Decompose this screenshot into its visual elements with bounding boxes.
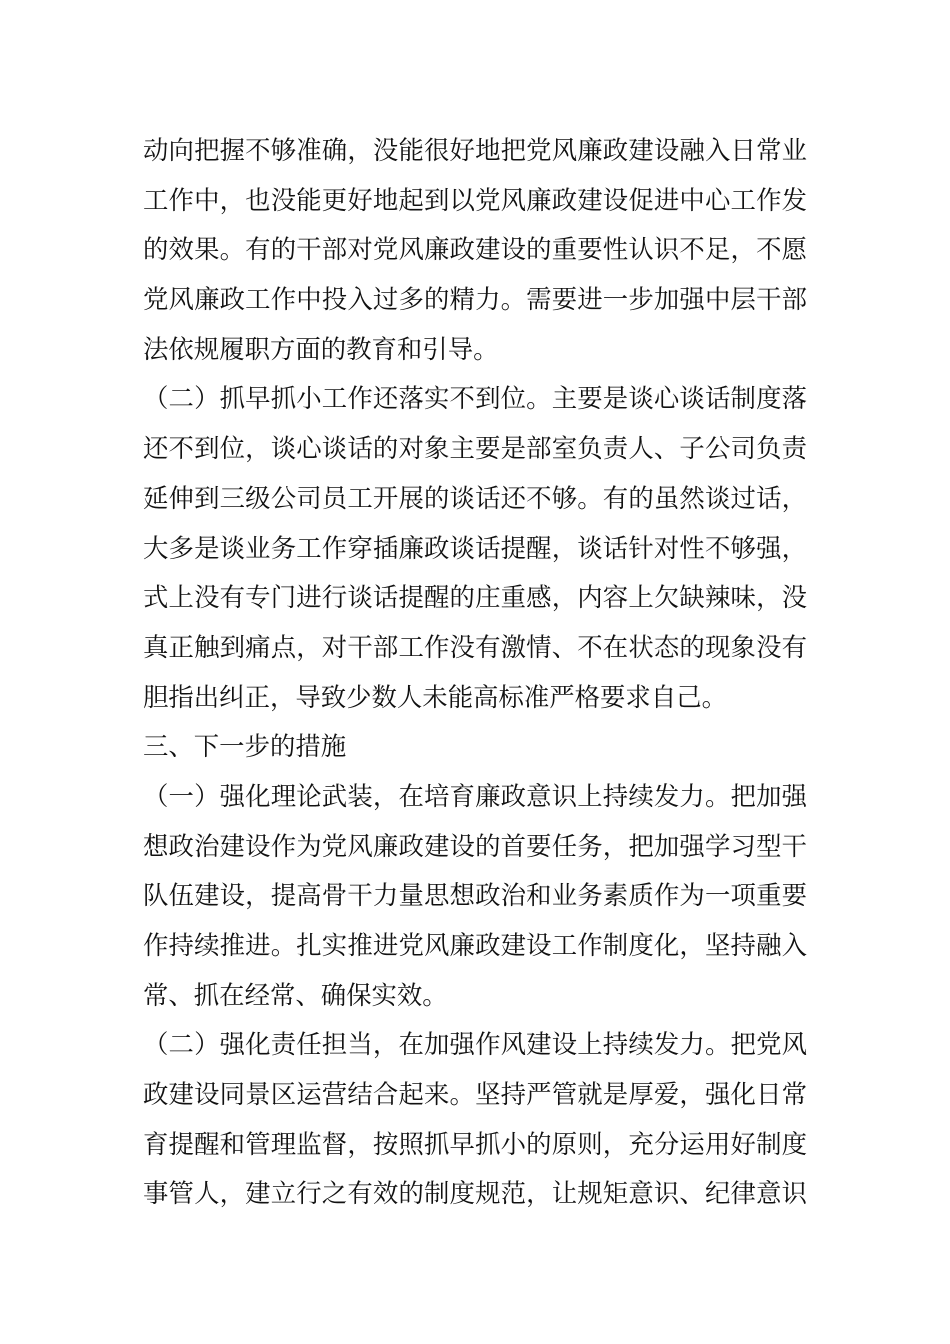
text-line: 政建设同景区运营结合起来。坚持严管就是厚爱，强化日常	[143, 1079, 807, 1110]
document-body	[143, 126, 807, 1219]
text-line: 作持续推进。扎实推进党风廉政建设工作制度化，坚持融入	[143, 930, 807, 960]
text-line: 大多是谈业务工作穿插廉政谈话提醒，谈话针对性不够强，	[143, 532, 807, 563]
text-line: 党风廉政工作中投入过多的精力。需要进一步加强中层干部	[143, 284, 807, 315]
text-line: 的效果。有的干部对党风廉政建设的重要性认识不足，不愿	[143, 234, 807, 265]
text-line: 法依规履职方面的教育和引导。	[143, 333, 499, 364]
text-line: 还不到位，谈心谈话的对象主要是部室负责人、子公司负责	[143, 433, 807, 464]
text-line: 延伸到三级公司员工开展的谈话还不够。有的虽然谈过话，	[143, 482, 807, 513]
text-line: 事管人，建立行之有效的制度规范，让规矩意识、纪律意识	[143, 1178, 807, 1209]
text-line: （一）强化理论武装，在培育廉政意识上持续发力。把加强	[143, 780, 807, 811]
text-line: 常、抓在经常、确保实效。	[143, 979, 448, 1010]
text-line: 真正触到痛点，对干部工作没有激情、不在状态的现象没有	[143, 631, 807, 662]
text-line: 队伍建设，提高骨干力量思想政治和业务素质作为一项重要	[143, 880, 807, 911]
text-line: 式上没有专门进行谈话提醒的庄重感，内容上欠缺辣味，没	[143, 582, 807, 613]
text-line: 育提醒和管理监督，按照抓早抓小的原则，充分运用好制度	[143, 1128, 807, 1159]
text-line: 胆指出纠正，导致少数人未能高标准严格要求自己。	[143, 681, 727, 712]
text-line: 动向把握不够准确，没能很好地把党风廉政建设融入日常业	[143, 135, 807, 165]
text-line: （二）抓早抓小工作还落实不到位。主要是谈心谈话制度落	[143, 383, 807, 414]
section-heading: 三、下一步的措施	[143, 731, 347, 762]
text-line: （二）强化责任担当，在加强作风建设上持续发力。把党风	[143, 1029, 807, 1060]
text-line: 工作中，也没能更好地起到以党风廉政建设促进中心工作发	[143, 184, 807, 215]
text-line: 想政治建设作为党风廉政建设的首要任务，把加强学习型干	[143, 830, 807, 861]
